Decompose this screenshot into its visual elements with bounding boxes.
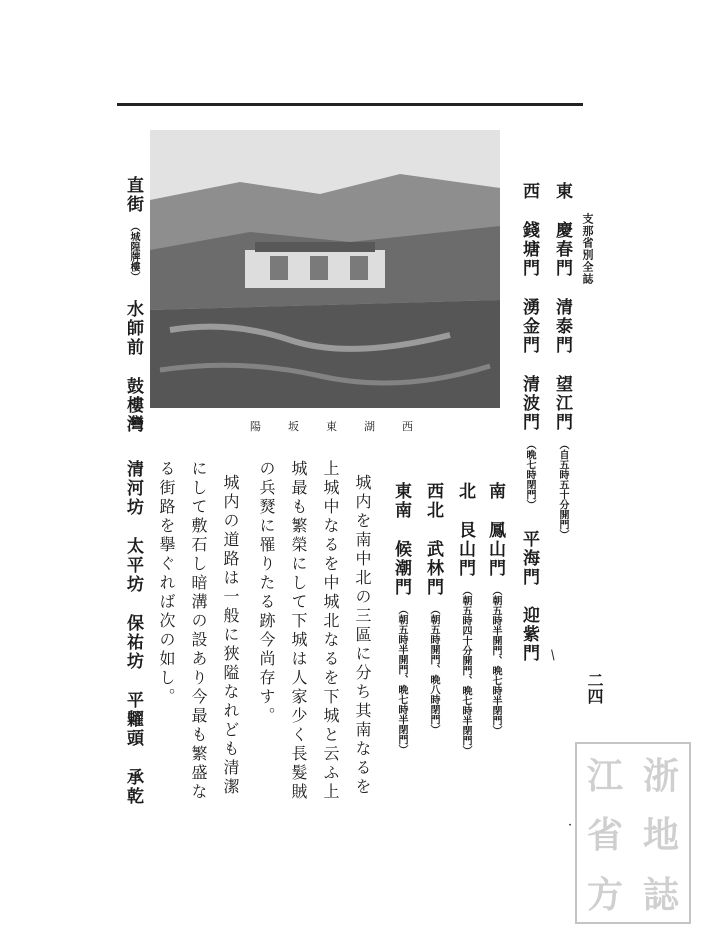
east-gate-3: 望江門 — [552, 374, 572, 432]
paragraph1-line3: 城最も繁榮にして下城は人家少く長髮賊 — [289, 460, 308, 802]
library-seal: 江 浙 省 地 方 誌 — [575, 742, 691, 924]
west-gate-1: 錢塘門 — [519, 220, 539, 278]
photo-caption-1: 西 — [402, 420, 413, 433]
paragraph1-line4: の兵燹に罹りたる跡今尚存す。 — [257, 460, 276, 726]
east-hours: （自五時五十分開門） — [557, 439, 568, 540]
paragraph1-line2: 上城中なるを中城北なるを下城と云ふ上 — [321, 460, 340, 802]
photo-caption-2: 湖 — [364, 420, 375, 433]
photo-caption-5: 陽 — [250, 420, 261, 433]
west-gate-3: 清波門 — [519, 374, 539, 432]
paragraph2-line1: 城内の道路は一般に狹隘なれども清潔 — [221, 474, 240, 797]
west-gate-2: 湧金門 — [519, 297, 539, 355]
gate-north: 北 艮山門 （朝五時四十分開門、晩七時半閉門） — [455, 482, 475, 756]
gate-northwest: 西北 武林門 （朝五時開門、晩八時閉門） — [423, 482, 443, 735]
photo-landscape — [150, 130, 500, 408]
east-gate-2: 清泰門 — [552, 297, 572, 355]
photo-caption-3: 東 — [326, 420, 337, 433]
streets-line1: 清河坊 太平坊 保祐坊 平糶頭 承乾 — [123, 460, 143, 806]
photo-caption-4: 坂 — [288, 420, 299, 433]
stray-dot: · — [568, 818, 573, 833]
east-gates-column — [553, 182, 570, 540]
gate-southeast: 東南 候潮門 （朝五時半開門、晩七時半閉門） — [391, 482, 411, 755]
header-rule — [117, 103, 583, 106]
east-gate-1: 慶春門 — [552, 220, 572, 278]
stray-mark: / — [547, 647, 559, 664]
west-hours: （晩七時閉門） — [524, 439, 535, 510]
extra-gates: 平海門 迎紫門 — [519, 529, 539, 663]
streets-line2: 水師前 鼓樓灣 — [123, 300, 143, 434]
page-number: 二四 — [585, 672, 604, 704]
paragraph2-line2: にして敷石し暗溝の設あり今最も繁盛な — [189, 460, 208, 802]
paragraph1-line1: 城内を南中北の三區に分ち其南なるを — [353, 474, 372, 797]
gate-south: 南 鳳山門 （朝五時半開門、晩七時半閉門） — [485, 482, 505, 736]
west-lake-photo — [150, 130, 500, 408]
running-title: 支那省別全誌 — [581, 213, 594, 285]
west-dir: 西 — [519, 182, 539, 201]
paragraph2-line3: る街路を擧ぐれば次の如し。 — [157, 460, 176, 707]
west-gates-column — [520, 182, 537, 663]
east-dir: 東 — [552, 182, 572, 201]
streets-line3: 直街 （城隍牌樓） — [123, 176, 143, 282]
